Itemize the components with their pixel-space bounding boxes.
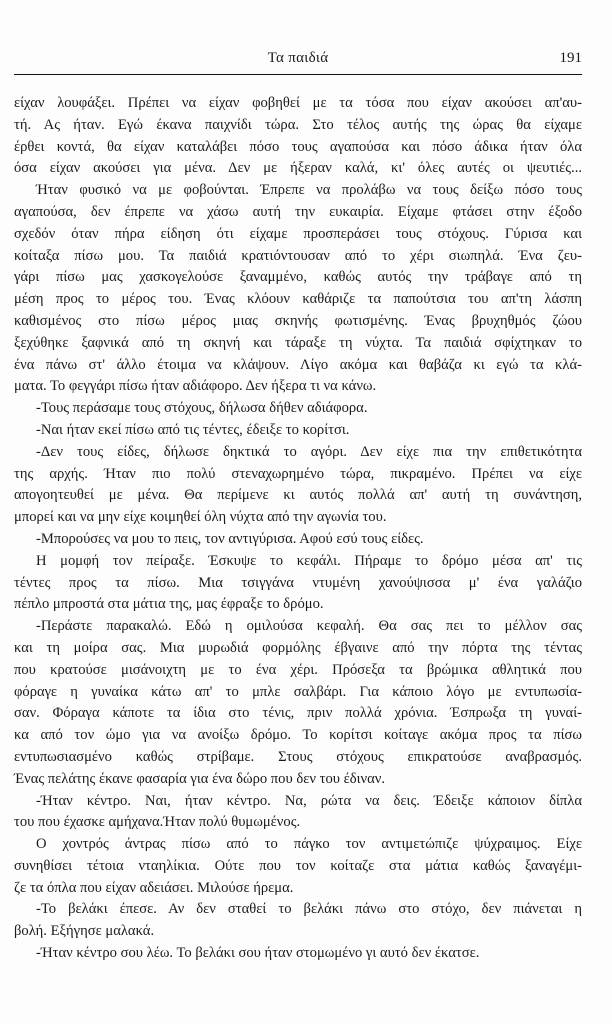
text-line: έρθει κοντά, θα είχαν καταλάβει πόσο τους αγαπούσα και πόσο άδικα ήταν όλα: [14, 138, 582, 155]
text-line: εντυπωσιασμένο καθώς στρίβαμε. Στους στόχους επικρατούσε αναβρασμός.: [14, 748, 582, 765]
text-line: κα από τον ώμο για να ανοίξω δρόμο. Το κορίτσι κοίταγε ακόμα προς τα πίσω: [14, 727, 582, 744]
text-line: σαν. Φόραγα κάποτε τα ίδια στο τένις, πριν πολλά χρόνια. Έσπρωξα τη γυναί-: [14, 705, 582, 722]
text-line: βολή. Εξήγησε μαλακά.: [14, 923, 155, 940]
text-line: -Μπορούσες να μου το πεις, τον αντιγύρισα. Αφού εσύ τους είδες.: [36, 530, 424, 547]
text-line: τή. Ας ήταν. Εγώ έκανα παιχνίδι τώρα. Στο τέλος αυτής της ώρας θα είχαμε: [14, 116, 582, 133]
text-line: Ο χοντρός άντρας πίσω από το πάγκο τον αντιμετώπιζε ψύχραιμος. Είχε: [36, 836, 582, 853]
body-text: [14, 93, 582, 965]
text-line: συνηθίσει τέτοια νταηλίκια. Ούτε που τον κοίταζε στα μάτια καθώς ξαναγέμι-: [14, 857, 582, 874]
text-line: τέντες προς τα πίσω. Μια τσιγγάνα ντυμένη χανούψισσα μ' ένα γαλάζιο: [14, 574, 582, 591]
text-line: ένα πάνω στ' άλλο έτοιμα να κλάψουν. Λίγο ακόμα και θαβάζα κι εγώ τα κλά-: [14, 356, 582, 373]
text-line: ξεχύθηκε ξαφνικά από τη σκηνή και τάραξε τη νύχτα. Τα παιδιά σφίχτηκαν το: [14, 334, 582, 351]
text-line: μέση προς το μέρος του. Ένας κλόουν καθάριζε τα παπούτσια του απ'τη λάσπη: [14, 291, 582, 308]
text-line: -Δεν τους είδες, δήλωσε δηκτικά το αγόρι. Δεν είχε πια την επιθετικότητα: [36, 443, 582, 460]
text-line: πέπλο μπροστά στα μάτια της, μας έφραξε το δρόμο.: [14, 596, 324, 613]
text-line: σχεδόν όταν πήρα είδηση ότι είχαμε προσπεράσει τους στόχους. Γύρισα και: [14, 225, 582, 242]
text-line: Η μομφή τον πείραξε. Έσκυψε το κεφάλι. Πήραμε το δρόμο μέσα απ' τις: [36, 552, 582, 569]
text-line: γάρι πίσω μας χασκογελούσε ξαναμμένο, καθώς αυτός την τράβαγε από τη: [14, 269, 582, 286]
chapter-title: Τα παιδιά: [267, 50, 329, 66]
text-line: απογοητευθεί με μένα. Θα περίμενε κι αυτός πολλά απ' αυτή τη συνάντηση,: [14, 487, 582, 504]
text-line: που κρατούσε μισάνοιχτη με το ένα χέρι. Πρόσεξα τα βρώμικα αθλητικά που: [14, 661, 582, 678]
text-line: -Περάστε παρακαλώ. Εδώ η ομιλούσα κεφαλή. Θα σας πει το μέλλον σας: [36, 618, 582, 635]
text-line: καθισμένος στο πίσω μέρος μιας σκηνής φωτισμένης. Ένας βρυχηθμός ζώου: [14, 312, 582, 329]
text-line: ζε τα όπλα που είχαν αδειάσει. Μιλούσε ήρεμα.: [14, 879, 294, 896]
text-line: -Το βελάκι έπεσε. Αν δεν σταθεί το βελάκι πάνω στο στόχο, δεν πιάνεται η: [36, 901, 582, 918]
text-line: -Ναι ήταν εκεί πίσω από τις τέντες, έδειξε το κορίτσι.: [36, 421, 350, 438]
text-line: -Ήταν κέντρο σου λέω. Το βελάκι σου ήταν στομωμένο γι αυτό δεν έκατσε.: [36, 945, 480, 962]
text-line: κοίταξα πίσω μου. Τα παιδιά κρατιόντουσαν από το χέρι σιωπηλά. Ένα ζευ-: [14, 247, 582, 264]
text-line: και τη μοίρα σας. Μια μυρωδιά φορμόλης έβγαινε από την πόρτα της τέντας: [14, 639, 582, 656]
text-line: του που έχασκε αμήχανα.Ήταν πολύ θυμωμένος.: [14, 814, 301, 831]
text-line: μπορεί και να μην είχε κοιμηθεί όλη νύχτα από την αγωνία του.: [14, 509, 387, 526]
text-line: της αρχής. Ήταν πιο πολύ στεναχωρημένο τώρα, πικραμένο. Πρέπει να είχε: [14, 465, 582, 482]
text-line: αγαπούσα, δεν έπρεπε να χάσω αυτή την ευκαιρία. Είχαμε φτάσει στην έξοδο: [14, 203, 582, 220]
text-line: Ένας πελάτης έκανε φασαρία για ένα δώρο που δεν του έδιναν.: [14, 770, 386, 787]
text-line: -Τους περάσαμε τους στόχους, δήλωσα δήθεν αδιάφορα.: [36, 400, 368, 417]
running-header: [14, 44, 582, 75]
page-number: 191: [559, 50, 582, 66]
text-line: ματα. Το φεγγάρι πίσω ήταν αδιάφορο. Δεν ήξερα τι να κάνω.: [14, 378, 377, 395]
text-line: Ήταν φυσικό να με φοβούνται. Έπρεπε να προλάβω να τους δείξω πόσο τους: [36, 182, 582, 199]
text-line: -Ήταν κέντρο. Ναι, ήταν κέντρο. Να, ρώτα να δεις. Έδειξε κάποιον δίπλα: [36, 792, 582, 809]
text-line: είχαν λουφάξει. Πρέπει να είχαν φοβηθεί με τα τόσα που είχαν ακούσει απ'αυ-: [14, 95, 582, 111]
text-line: φόραγε η γυναίκα κάτω απ' το μπλε σαλβάρι. Για κάποιο λόγο με εντυπωσία-: [14, 683, 582, 700]
text-line: όσα είχαν ακούσει για μένα. Δεν με ήξεραν καλά, κι' όλες αυτές οι ψευτιές...: [14, 160, 582, 177]
